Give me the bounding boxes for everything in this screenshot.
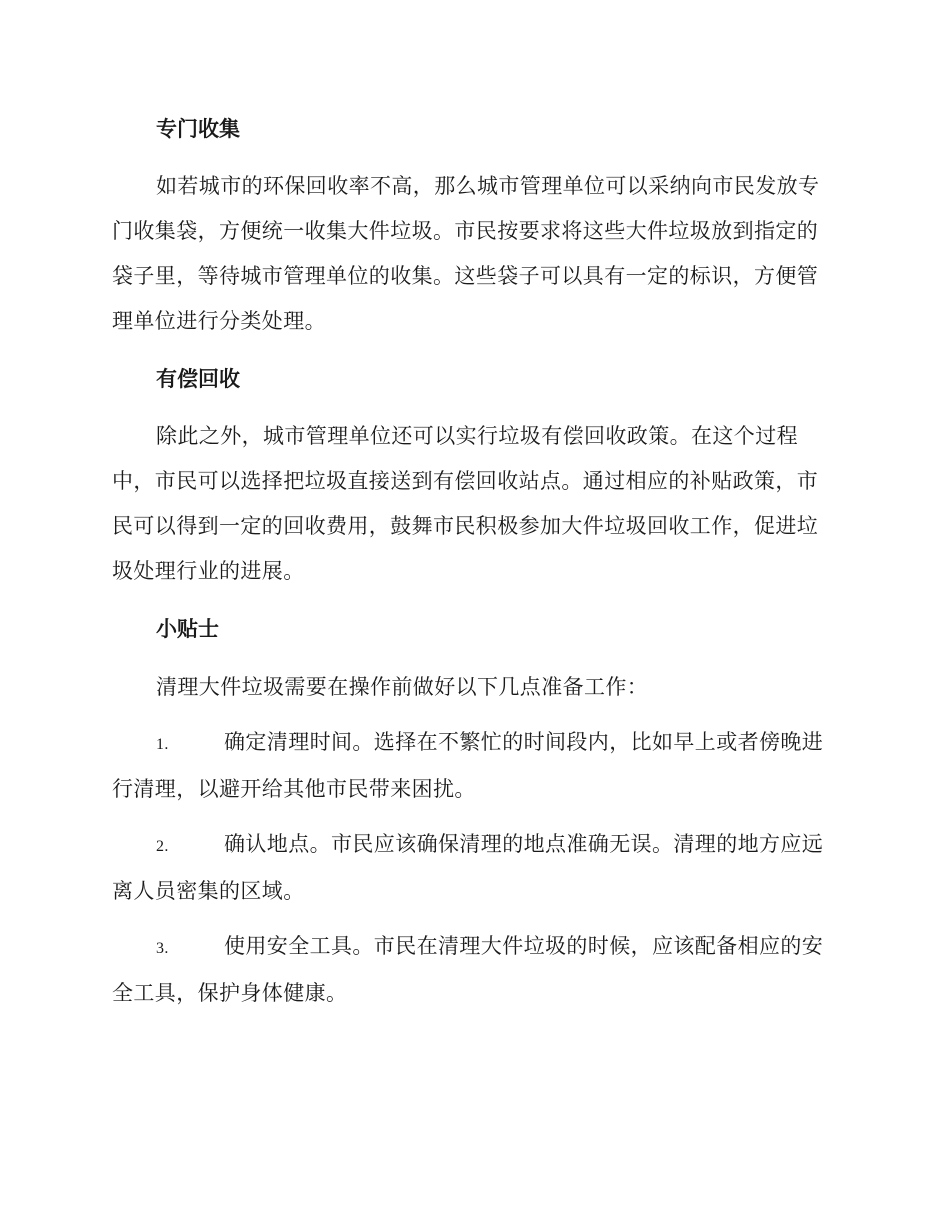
- section-paragraph-special-collection: 如若城市的环保回收率不高，那么城市管理单位可以采纳向市民发放专门收集袋，方便统一收集大件垃圾。市民按要求将这些大件垃圾放到指定的袋子里，等待城市管理单位的收集。这些袋子可以具有一定的标识，方便管理单位进行分类处理。: [112, 174, 820, 333]
- tip-text: 确认地点。市民应该确保清理的地点准确无误。清理的地方应远离人员密集的区域。: [112, 832, 824, 903]
- section-heading-special-collection: 专门收集: [156, 117, 240, 141]
- section-paragraph-paid-recycling: 除此之外，城市管理单位还可以实行垃圾有偿回收政策。在这个过程中，市民可以选择把垃圾直接送到有偿回收站点。通过相应的补贴政策，市民可以得到一定的回收费用，鼓舞市民积极参加大件垃圾回收工作，促进垃圾处理行业的进展。: [112, 424, 819, 583]
- tip-item: [112, 720, 836, 812]
- tip-item: [112, 924, 836, 1016]
- tip-number: 1.: [156, 736, 169, 753]
- section-heading-paid-recycling: 有偿回收: [156, 367, 240, 391]
- tip-text: 确定清理时间。选择在不繁忙的时间段内，比如早上或者傍晚进行清理，以避开给其他市民带来困扰。: [112, 730, 824, 801]
- tips-intro: 清理大件垃圾需要在操作前做好以下几点准备工作：: [156, 675, 649, 699]
- tip-number: 3.: [156, 940, 169, 957]
- tip-number: 2.: [156, 838, 169, 855]
- tip-item: [112, 822, 836, 914]
- tips-heading: 小贴士: [156, 617, 219, 641]
- tip-text: 使用安全工具。市民在清理大件垃圾的时候，应该配备相应的安全工具，保护身体健康。: [112, 934, 824, 1005]
